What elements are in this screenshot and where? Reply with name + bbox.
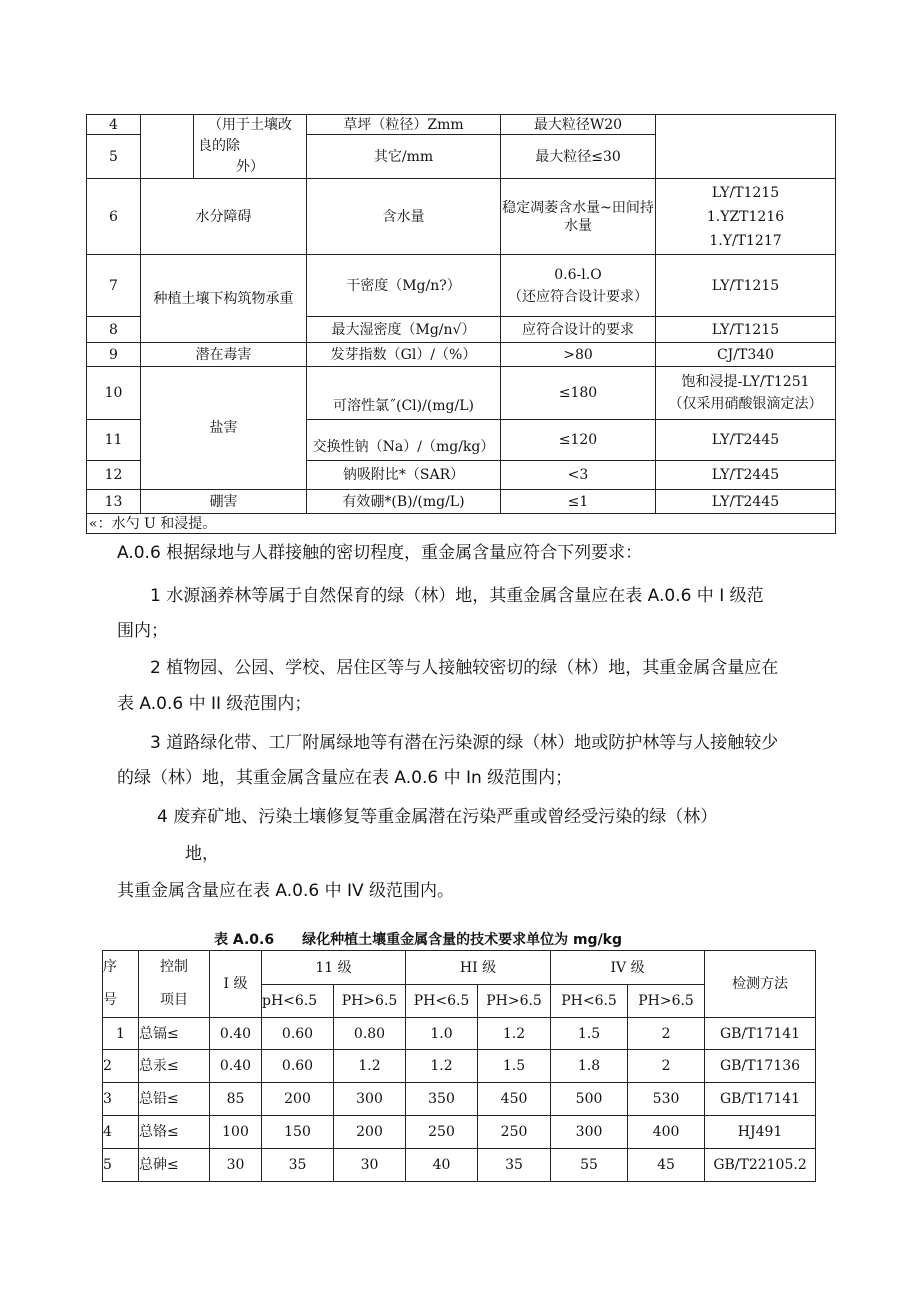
row-13-category: 硼害 bbox=[141, 490, 307, 514]
row-12-no: 12 bbox=[87, 461, 141, 490]
row-6-no: 6 bbox=[87, 179, 141, 255]
value-cell: 350 bbox=[406, 1083, 478, 1116]
value-cell: 500 bbox=[551, 1083, 628, 1116]
row-4-item: 草坪（粒径）Zmm bbox=[307, 115, 501, 135]
seq-cell: 2 bbox=[103, 1050, 139, 1083]
row-10-item: 可溶性氯˝(Cl)/(mg/L) bbox=[307, 367, 501, 420]
item-cell: 总镉≤ bbox=[139, 1018, 210, 1050]
row-9-requirement: >80 bbox=[501, 343, 656, 367]
row-11-no: 11 bbox=[87, 420, 141, 461]
value-cell: 1.8 bbox=[551, 1050, 628, 1083]
seq-cell: 4 bbox=[103, 1116, 139, 1149]
seq-cell: 3 bbox=[103, 1083, 139, 1116]
row-8-method: LY/T1215 bbox=[656, 317, 836, 343]
row-4-category: （用于土壤改 良的除 外） bbox=[194, 115, 307, 179]
value-cell: 35 bbox=[262, 1149, 334, 1182]
soil-requirements-table bbox=[86, 114, 836, 534]
item-cell: 总汞≤ bbox=[139, 1050, 210, 1083]
header-method: 检测方法 bbox=[705, 951, 816, 1018]
clause-3-line1: 3 道路绿化带、工厂附属绿地等有潜在污染源的绿（林）地或防护林等与人接触较少 bbox=[150, 733, 779, 753]
seq-cell: 1 bbox=[103, 1018, 139, 1050]
value-cell: 300 bbox=[334, 1083, 406, 1116]
value-cell: 300 bbox=[551, 1116, 628, 1149]
value-cell: 2 bbox=[628, 1050, 705, 1083]
header-grade-1: I 级 bbox=[210, 951, 262, 1018]
table-row bbox=[103, 1018, 816, 1050]
row-9-item: 发芽指数（Gl）/（%） bbox=[307, 343, 501, 367]
value-cell: 30 bbox=[334, 1149, 406, 1182]
header-ph-high: PH>6.5 bbox=[478, 985, 551, 1018]
value-cell: 1.2 bbox=[478, 1018, 551, 1050]
seq-cell: 5 bbox=[103, 1149, 139, 1182]
header-ph-low: PH<6.5 bbox=[406, 985, 478, 1018]
value-cell: 250 bbox=[406, 1116, 478, 1149]
clause-3-line2: 的绿（林）地，其重金属含量应在表 A.0.6 中 In 级范围内； bbox=[117, 768, 573, 788]
row-8-no: 8 bbox=[87, 317, 141, 343]
clause-2-line1: 2 植物园、公园、学校、居住区等与人接触较密切的绿（林）地，其重金属含量应在 bbox=[150, 658, 779, 678]
row-7-no: 7 bbox=[87, 255, 141, 317]
table-row bbox=[103, 1083, 816, 1116]
value-cell: 1.2 bbox=[406, 1050, 478, 1083]
clause-1-line1: 1 水源涵养林等属于自然保育的绿（林）地，其重金属含量应在表 A.0.6 中 I 级范 bbox=[150, 586, 764, 606]
row-6-category: 水分障碍 bbox=[141, 179, 307, 255]
value-cell: 1.0 bbox=[406, 1018, 478, 1050]
row-9-no: 9 bbox=[87, 343, 141, 367]
row-10-no: 10 bbox=[87, 367, 141, 420]
header-control-item: 控制 项目 bbox=[139, 951, 210, 1018]
row-13-item: 有效硼*(B)/(mg/L) bbox=[307, 490, 501, 514]
clause-4-line1: 4 废弃矿地、污染土壤修复等重金属潜在污染严重或曾经受污染的绿（林） bbox=[157, 807, 718, 827]
row-11-item: 交换性钠（Na）/（mg/kg） bbox=[307, 420, 501, 461]
row-10-category: 盐害 bbox=[141, 367, 307, 490]
row-8-requirement: 应符合设计的要求 bbox=[501, 317, 656, 343]
value-cell: 55 bbox=[551, 1149, 628, 1182]
row-7-category: 种植土壤下构筑物承重 bbox=[141, 255, 307, 343]
header-ph-high: PH>6.5 bbox=[334, 985, 406, 1018]
row-6-item: 含水量 bbox=[307, 179, 501, 255]
header-ph-high: PH>6.5 bbox=[628, 985, 705, 1018]
value-cell: 85 bbox=[210, 1083, 262, 1116]
row-13-requirement: ≤1 bbox=[501, 490, 656, 514]
row-7-requirement: 0.6-l.O （还应符合设计要求） bbox=[501, 255, 656, 317]
value-cell: 0.40 bbox=[210, 1050, 262, 1083]
value-cell: 1.5 bbox=[551, 1018, 628, 1050]
row-10-requirement: ≤180 bbox=[501, 367, 656, 420]
header-grade-2: 11 级 bbox=[262, 951, 406, 985]
row-9-category: 潜在毒害 bbox=[141, 343, 307, 367]
row-6-requirement: 稳定凋萎含水量~田间持 水量 bbox=[501, 179, 656, 255]
value-cell: 250 bbox=[478, 1116, 551, 1149]
row-5-no: 5 bbox=[87, 135, 141, 179]
row-5-requirement: 最大粒径≤30 bbox=[501, 135, 656, 179]
value-cell: 400 bbox=[628, 1116, 705, 1149]
item-cell: 总铬≤ bbox=[139, 1116, 210, 1149]
row-12-method: LY/T2445 bbox=[656, 461, 836, 490]
row-5-item: 其它/mm bbox=[307, 135, 501, 179]
value-cell: 100 bbox=[210, 1116, 262, 1149]
row-11-method: LY/T2445 bbox=[656, 420, 836, 461]
row-7-method: LY/T1215 bbox=[656, 255, 836, 317]
header-grade-4: IV 级 bbox=[551, 951, 705, 985]
value-cell: 530 bbox=[628, 1083, 705, 1116]
heavy-metal-table bbox=[102, 950, 816, 1182]
clause-4-line3: 其重金属含量应在表 A.0.6 中 IV 级范围内。 bbox=[117, 881, 455, 901]
blank-cell bbox=[141, 115, 194, 179]
header-grade-3: HI 级 bbox=[406, 951, 551, 985]
clause-1-line2: 围内； bbox=[117, 621, 168, 641]
row-7-item: 干密度（Mg/n?） bbox=[307, 255, 501, 317]
method-cell: GB/T22105.2 bbox=[705, 1149, 816, 1182]
row-4-requirement: 最大粒径W20 bbox=[501, 115, 656, 135]
row-10-method: 饱和浸提-LY/T1251 （仅采用硝酸银滴定法） bbox=[656, 367, 836, 420]
row-11-requirement: ≤120 bbox=[501, 420, 656, 461]
row-12-item: 钠吸附比*（SAR） bbox=[307, 461, 501, 490]
value-cell: 1.5 bbox=[478, 1050, 551, 1083]
value-cell: 200 bbox=[334, 1116, 406, 1149]
table-note: «：水勺 U 和浸提。 bbox=[87, 514, 836, 534]
method-cell: GB/T17141 bbox=[705, 1018, 816, 1050]
value-cell: 0.60 bbox=[262, 1050, 334, 1083]
header-ph-low: pH<6.5 bbox=[262, 985, 334, 1018]
method-cell: GB/T17141 bbox=[705, 1083, 816, 1116]
table-row bbox=[103, 1050, 816, 1083]
method-cell: GB/T17136 bbox=[705, 1050, 816, 1083]
header-seq: 序 号 bbox=[103, 951, 139, 1018]
value-cell: 0.60 bbox=[262, 1018, 334, 1050]
value-cell: 200 bbox=[262, 1083, 334, 1116]
table-row bbox=[103, 1116, 816, 1149]
value-cell: 0.80 bbox=[334, 1018, 406, 1050]
value-cell: 35 bbox=[478, 1149, 551, 1182]
header-ph-low: PH<6.5 bbox=[551, 985, 628, 1018]
clause-2-line2: 表 A.0.6 中 II 级范围内； bbox=[117, 694, 312, 714]
value-cell: 1.2 bbox=[334, 1050, 406, 1083]
value-cell: 2 bbox=[628, 1018, 705, 1050]
row-4-method bbox=[656, 115, 836, 179]
clause-a06: A.0.6 根据绿地与人群接触的密切程度，重金属含量应符合下列要求： bbox=[117, 543, 643, 563]
row-8-item: 最大湿密度（Mg/n√） bbox=[307, 317, 501, 343]
table-row bbox=[103, 1149, 816, 1182]
row-13-no: 13 bbox=[87, 490, 141, 514]
row-12-requirement: <3 bbox=[501, 461, 656, 490]
value-cell: 30 bbox=[210, 1149, 262, 1182]
row-9-method: CJ/T340 bbox=[656, 343, 836, 367]
value-cell: 150 bbox=[262, 1116, 334, 1149]
value-cell: 450 bbox=[478, 1083, 551, 1116]
row-13-method: LY/T2445 bbox=[656, 490, 836, 514]
item-cell: 总铅≤ bbox=[139, 1083, 210, 1116]
table-caption: 表 A.0.6 绿化种植土壤重金属含量的技术要求单位为 mg/kg bbox=[214, 932, 623, 948]
value-cell: 40 bbox=[406, 1149, 478, 1182]
value-cell: 45 bbox=[628, 1149, 705, 1182]
row-6-method: LY/T1215 1.YZT1216 1.Y/T1217 bbox=[656, 179, 836, 255]
clause-4-line2: 地， bbox=[185, 844, 219, 864]
method-cell: HJ491 bbox=[705, 1116, 816, 1149]
item-cell: 总砷≤ bbox=[139, 1149, 210, 1182]
value-cell: 0.40 bbox=[210, 1018, 262, 1050]
row-4-no: 4 bbox=[87, 115, 141, 135]
